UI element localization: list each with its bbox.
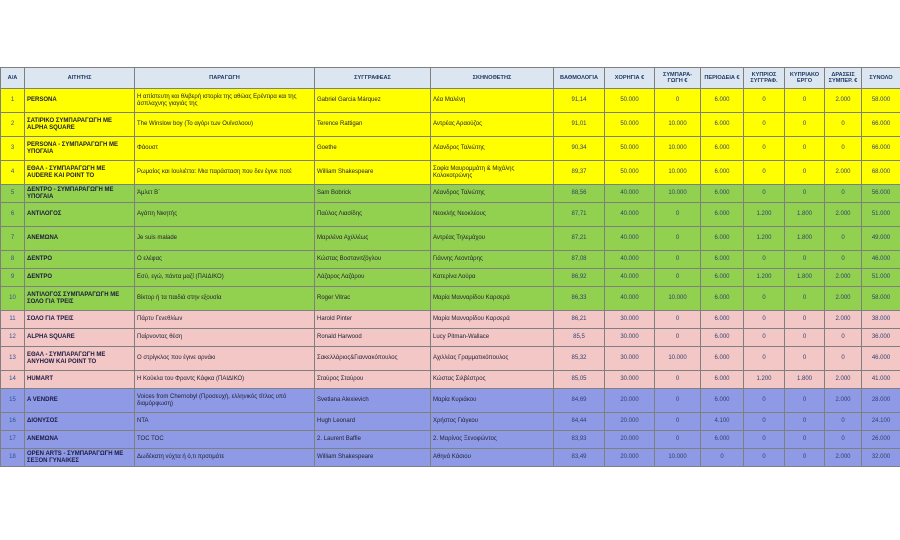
author-cell: Ronald Harwood	[315, 329, 431, 347]
row-number: 14	[1, 371, 25, 389]
coproduction-cell: 0	[655, 203, 701, 227]
table-row	[1, 89, 900, 113]
applicant-cell: ΕΘΑΛ - ΣΥΜΠΑΡΑΓΩΓΗ ΜΕ AUDERE ΚΑΙ POINT TO	[25, 161, 135, 185]
row-number: 7	[1, 227, 25, 251]
coproduction-cell: 10.000	[655, 161, 701, 185]
grant-cell: 50.000	[605, 137, 655, 161]
total-cell: 41.000	[862, 371, 900, 389]
grant-cell: 30.000	[605, 347, 655, 371]
total-cell: 38.000	[862, 311, 900, 329]
director-cell: Μαρία Μανναρίδου Καρσερά	[431, 311, 554, 329]
row-number: 2	[1, 113, 25, 137]
cypriot-work-cell: 1.800	[785, 203, 825, 227]
director-cell: Κατερίνα Λούρα	[431, 269, 554, 287]
actions-cell: 2.000	[825, 449, 862, 467]
coproduction-cell: 10.000	[655, 113, 701, 137]
actions-cell: 0	[825, 227, 862, 251]
table-row	[1, 161, 900, 185]
tour-cell: 6.000	[701, 287, 744, 311]
director-cell: Αντρέας Τηλεμάχου	[431, 227, 554, 251]
grant-cell: 40.000	[605, 269, 655, 287]
author-cell: Roger Vitrac	[315, 287, 431, 311]
coproduction-cell: 0	[655, 251, 701, 269]
applicant-cell: HUMART	[25, 371, 135, 389]
director-cell: Lucy Pitman-Wallace	[431, 329, 554, 347]
total-cell: 26.000	[862, 431, 900, 449]
coproduction-cell: 0	[655, 389, 701, 413]
table-row	[1, 203, 900, 227]
score-cell: 91,01	[554, 113, 605, 137]
coproduction-cell: 10.000	[655, 137, 701, 161]
tour-cell: 6.000	[701, 371, 744, 389]
row-number: 8	[1, 251, 25, 269]
actions-cell: 2.000	[825, 161, 862, 185]
coproduction-cell: 10.000	[655, 287, 701, 311]
score-cell: 83,93	[554, 431, 605, 449]
director-cell: Λέανδρος Ταλιώτης	[431, 185, 554, 203]
production-cell: ΝΤΑ	[135, 413, 315, 431]
row-number: 5	[1, 185, 25, 203]
table-row	[1, 431, 900, 449]
table-row	[1, 227, 900, 251]
cypriot-author-cell: 0	[744, 449, 785, 467]
grant-cell: 30.000	[605, 329, 655, 347]
cypriot-work-cell: 0	[785, 89, 825, 113]
grant-cell: 20.000	[605, 389, 655, 413]
coproduction-cell: 10.000	[655, 185, 701, 203]
table-row	[1, 449, 900, 467]
director-cell: Μαρία Μανναρίδου Καρσερά	[431, 287, 554, 311]
director-cell: Λέα Μαλένη	[431, 89, 554, 113]
actions-cell: 2.000	[825, 371, 862, 389]
total-cell: 24.100	[862, 413, 900, 431]
cypriot-author-cell: 0	[744, 185, 785, 203]
applicant-cell: ΑΝΤΙΛΟΓΟΣ ΣΥΜΠΑΡΑΓΩΓΗ ΜΕ ΣΟΛΟ ΓΙΑ ΤΡΕΙΣ	[25, 287, 135, 311]
grant-cell: 30.000	[605, 371, 655, 389]
score-cell: 91,14	[554, 89, 605, 113]
director-cell: Αχιλλέας Γραμματικόπουλος	[431, 347, 554, 371]
production-cell: Η απίστευτη και θλιβερή ιστορία της αθώας Ερέντιρα και της άσπλαχνης γιαγιάς της	[135, 89, 315, 113]
grant-cell: 40.000	[605, 227, 655, 251]
production-cell: Αγάπη Νικητής	[135, 203, 315, 227]
header-aa: Α/Α	[1, 68, 25, 89]
applicant-cell: ΔΕΝΤΡΟ	[25, 251, 135, 269]
total-cell: 56.000	[862, 185, 900, 203]
total-cell: 66.000	[862, 113, 900, 137]
grant-cell: 40.000	[605, 185, 655, 203]
total-cell: 58.000	[862, 89, 900, 113]
score-cell: 84,44	[554, 413, 605, 431]
cypriot-work-cell: 1.800	[785, 371, 825, 389]
tour-cell: 4.100	[701, 413, 744, 431]
tour-cell: 6.000	[701, 431, 744, 449]
production-cell: Φάουστ	[135, 137, 315, 161]
score-cell: 85,5	[554, 329, 605, 347]
grant-cell: 50.000	[605, 113, 655, 137]
score-cell: 87,71	[554, 203, 605, 227]
actions-cell: 0	[825, 347, 862, 371]
total-cell: 49.000	[862, 227, 900, 251]
cypriot-work-cell: 0	[785, 287, 825, 311]
total-cell: 32.000	[862, 449, 900, 467]
table-row	[1, 371, 900, 389]
actions-cell: 0	[825, 113, 862, 137]
score-cell: 88,56	[554, 185, 605, 203]
production-cell: TOC TOC	[135, 431, 315, 449]
director-cell: Λέανδρος Ταλιώτης	[431, 137, 554, 161]
cypriot-work-cell: 0	[785, 389, 825, 413]
grant-cell: 40.000	[605, 251, 655, 269]
row-number: 9	[1, 269, 25, 287]
author-cell: Harold Pinter	[315, 311, 431, 329]
coproduction-cell: 0	[655, 431, 701, 449]
production-cell: Voices from Chernobyl (Προσευχή, ελληνικός τίτλος υπό διαμόρφωση)	[135, 389, 315, 413]
grant-cell: 30.000	[605, 311, 655, 329]
cypriot-work-cell: 0	[785, 161, 825, 185]
score-cell: 89,37	[554, 161, 605, 185]
applicant-cell: ΑΝΕΜΩΝΑ	[25, 431, 135, 449]
applicant-cell: ΔΕΝΤΡΟ - ΣΥΜΠΑΡΑΓΩΓΗ ΜΕ ΥΠΟΓΑΙΑ	[25, 185, 135, 203]
author-cell: William Shakespeare	[315, 161, 431, 185]
coproduction-cell: 0	[655, 89, 701, 113]
director-cell: Γιάννης Λεοντάρης	[431, 251, 554, 269]
actions-cell: 0	[825, 251, 862, 269]
cypriot-work-cell: 0	[785, 449, 825, 467]
cypriot-author-cell: 0	[744, 89, 785, 113]
cypriot-author-cell: 1.200	[744, 203, 785, 227]
author-cell: Goethe	[315, 137, 431, 161]
production-cell: Πάρτυ Γενεθλίων	[135, 311, 315, 329]
cypriot-author-cell: 1.200	[744, 269, 785, 287]
applicant-cell: ΔΙΟΝΥΣΟΣ	[25, 413, 135, 431]
header-cypriot-work: ΚΥΠΡΙΑΚΟ ΕΡΓΟ	[785, 68, 825, 89]
author-cell: Λάζαρος Λαζάρου	[315, 269, 431, 287]
actions-cell: 0	[825, 137, 862, 161]
tour-cell: 6.000	[701, 227, 744, 251]
author-cell: 2. Laurent Baffie	[315, 431, 431, 449]
table-row	[1, 287, 900, 311]
applicant-cell: OPEN ARTS - ΣΥΜΠΑΡΑΓΩΓΗ ΜΕ ΣΕΞΟΝ ΓΥΝΑΙΚΕΣ	[25, 449, 135, 467]
production-cell: Βίκτορ ή τα παιδιά στην εξουσία	[135, 287, 315, 311]
row-number: 15	[1, 389, 25, 413]
header-coproduction: ΣΥΜΠΑΡΑ-ΓΩΓΗ €	[655, 68, 701, 89]
applicant-cell: PERSONA	[25, 89, 135, 113]
score-cell: 90,34	[554, 137, 605, 161]
production-cell: Η Κούκλα του Φραντς Κάφκα (ΠΑΙΔΙΚΟ)	[135, 371, 315, 389]
total-cell: 46.000	[862, 251, 900, 269]
cypriot-work-cell: 0	[785, 329, 825, 347]
cypriot-work-cell: 0	[785, 113, 825, 137]
cypriot-author-cell: 0	[744, 389, 785, 413]
score-cell: 86,92	[554, 269, 605, 287]
cypriot-work-cell: 0	[785, 185, 825, 203]
header-tour: ΠΕΡΙΟΔΕΙΑ €	[701, 68, 744, 89]
applicant-cell: ΣΑΤΙΡΙΚΟ ΣΥΜΠΑΡΑΓΩΓΗ ΜΕ ALPHA SQUARE	[25, 113, 135, 137]
director-cell: Αντρέας Αραούζος	[431, 113, 554, 137]
actions-cell: 0	[825, 431, 862, 449]
table-row	[1, 113, 900, 137]
director-cell: Χρήστος Γιάγκου	[431, 413, 554, 431]
header-author: ΣΥΓΓΡΑΦΕΑΣ	[315, 68, 431, 89]
tour-cell: 6.000	[701, 203, 744, 227]
cypriot-work-cell: 0	[785, 347, 825, 371]
header-director: ΣΚΗΝΟΘΕΤΗΣ	[431, 68, 554, 89]
coproduction-cell: 0	[655, 311, 701, 329]
actions-cell: 2.000	[825, 311, 862, 329]
grant-cell: 20.000	[605, 431, 655, 449]
header-actions: ΔΡΑΣΕΙΣ ΣΥΜΠΕΡ. €	[825, 68, 862, 89]
actions-cell: 2.000	[825, 389, 862, 413]
tour-cell: 6.000	[701, 329, 744, 347]
director-cell: Μαρία Κυριάκου	[431, 389, 554, 413]
table-row	[1, 251, 900, 269]
tour-cell: 6.000	[701, 89, 744, 113]
row-number: 17	[1, 431, 25, 449]
total-cell: 68.000	[862, 161, 900, 185]
coproduction-cell: 0	[655, 413, 701, 431]
tour-cell: 6.000	[701, 113, 744, 137]
actions-cell: 2.000	[825, 89, 862, 113]
coproduction-cell: 10.000	[655, 449, 701, 467]
cypriot-author-cell: 0	[744, 431, 785, 449]
actions-cell: 0	[825, 185, 862, 203]
table-row	[1, 269, 900, 287]
tour-cell: 6.000	[701, 347, 744, 371]
table-row	[1, 413, 900, 431]
header-total: ΣΥΝΟΛΟ	[862, 68, 900, 89]
actions-cell: 2.000	[825, 203, 862, 227]
total-cell: 51.000	[862, 203, 900, 227]
author-cell: Terence Rattigan	[315, 113, 431, 137]
table-row	[1, 389, 900, 413]
actions-cell: 0	[825, 413, 862, 431]
header-applicant: ΑΙΤΗΤΗΣ	[25, 68, 135, 89]
tour-cell: 6.000	[701, 185, 744, 203]
director-cell: 2. Μαρίνος Ξενοφώντος	[431, 431, 554, 449]
table-row	[1, 137, 900, 161]
score-cell: 85,32	[554, 347, 605, 371]
score-cell: 87,21	[554, 227, 605, 251]
row-number: 10	[1, 287, 25, 311]
cypriot-work-cell: 0	[785, 413, 825, 431]
header-row	[1, 68, 900, 89]
applicant-cell: ΑΝΤΙΛΟΓΟΣ	[25, 203, 135, 227]
grant-results-table	[0, 67, 900, 467]
author-cell: Μαριλένα Αχιλλέως	[315, 227, 431, 251]
tour-cell: 6.000	[701, 251, 744, 269]
production-cell: Ο στρίγκλος που έγινε αρνάκι	[135, 347, 315, 371]
applicant-cell: ΑΝΕΜΩΝΑ	[25, 227, 135, 251]
total-cell: 46.000	[862, 347, 900, 371]
grant-cell: 50.000	[605, 161, 655, 185]
score-cell: 85,05	[554, 371, 605, 389]
actions-cell: 0	[825, 329, 862, 347]
tour-cell: 6.000	[701, 311, 744, 329]
tour-cell: 6.000	[701, 137, 744, 161]
coproduction-cell: 0	[655, 371, 701, 389]
applicant-cell: ΕΘΑΛ - ΣΥΜΠΑΡΑΓΩΓΗ ΜΕ ANYHOW ΚΑΙ POINT TO	[25, 347, 135, 371]
cypriot-author-cell: 0	[744, 137, 785, 161]
author-cell: William Shakespeare	[315, 449, 431, 467]
cypriot-work-cell: 0	[785, 137, 825, 161]
grant-cell: 20.000	[605, 449, 655, 467]
row-number: 1	[1, 89, 25, 113]
row-number: 3	[1, 137, 25, 161]
cypriot-author-cell: 0	[744, 329, 785, 347]
grant-cell: 40.000	[605, 287, 655, 311]
row-number: 12	[1, 329, 25, 347]
cypriot-author-cell: 0	[744, 113, 785, 137]
coproduction-cell: 10.000	[655, 347, 701, 371]
cypriot-author-cell: 0	[744, 161, 785, 185]
total-cell: 36.000	[862, 329, 900, 347]
coproduction-cell: 0	[655, 329, 701, 347]
director-cell: Νεοκλής Νεοκλέους	[431, 203, 554, 227]
production-cell: Παίρνοντας θέση	[135, 329, 315, 347]
row-number: 13	[1, 347, 25, 371]
grant-cell: 40.000	[605, 203, 655, 227]
author-cell: Sam Bobrick	[315, 185, 431, 203]
production-cell: Ο ελέφας	[135, 251, 315, 269]
applicant-cell: ΔΕΝΤΡΟ	[25, 269, 135, 287]
cypriot-work-cell: 0	[785, 251, 825, 269]
tour-cell: 6.000	[701, 161, 744, 185]
cypriot-work-cell: 1.800	[785, 227, 825, 251]
actions-cell: 2.000	[825, 287, 862, 311]
score-cell: 87,08	[554, 251, 605, 269]
applicant-cell: PERSONA - ΣΥΜΠΑΡΑΓΩΓΗ ΜΕ ΥΠΟΓΑΙΑ	[25, 137, 135, 161]
score-cell: 86,21	[554, 311, 605, 329]
author-cell: Παύλος Λιασίδης	[315, 203, 431, 227]
production-cell: Je suis malade	[135, 227, 315, 251]
row-number: 11	[1, 311, 25, 329]
row-number: 6	[1, 203, 25, 227]
table-row	[1, 329, 900, 347]
score-cell: 86,33	[554, 287, 605, 311]
cypriot-author-cell: 1.200	[744, 227, 785, 251]
applicant-cell: ALPHA SQUARE	[25, 329, 135, 347]
production-cell: Ρωμαίος και Ιουλιέττα: Μια παράσταση που δεν έγινε ποτέ	[135, 161, 315, 185]
director-cell: Κώστας Σιλβέστρος	[431, 371, 554, 389]
header-cypriot-author: ΚΥΠΡΙΟΣ ΣΥΓΓΡΑΦ.	[744, 68, 785, 89]
tour-cell: 0	[701, 449, 744, 467]
table-row	[1, 185, 900, 203]
coproduction-cell: 0	[655, 227, 701, 251]
row-number: 4	[1, 161, 25, 185]
author-cell: Σταύρος Σταύρου	[315, 371, 431, 389]
cypriot-author-cell: 0	[744, 251, 785, 269]
table-row	[1, 347, 900, 371]
author-cell: Κώστας Βοστανιτζόγλου	[315, 251, 431, 269]
cypriot-work-cell: 0	[785, 431, 825, 449]
author-cell: Svetlana Alexievich	[315, 389, 431, 413]
production-cell: Εσύ, εγώ, πάντα μαζί (ΠΑΙΔΙΚΟ)	[135, 269, 315, 287]
grant-cell: 20.000	[605, 413, 655, 431]
author-cell: Hugh Leonard	[315, 413, 431, 431]
author-cell: Gabriel Garcia Márquez	[315, 89, 431, 113]
cypriot-work-cell: 0	[785, 311, 825, 329]
header-score: ΒΑΘΜΟΛΟΓΙΑ	[554, 68, 605, 89]
director-cell: Αθηνά Κάσιου	[431, 449, 554, 467]
cypriot-work-cell: 1.800	[785, 269, 825, 287]
production-cell: Δωδέκατη νύχτα ή ό,τι προτιμάτε	[135, 449, 315, 467]
director-cell: Σοφία Μαυρομμάτη & Μιχάλης Κολοκοτρώνης	[431, 161, 554, 185]
author-cell: Σακελλάριος&Γιανvακόπουλος	[315, 347, 431, 371]
cypriot-author-cell: 0	[744, 287, 785, 311]
production-cell: The Winslow boy (Το αγόρι των Ουίνσλοου)	[135, 113, 315, 137]
score-cell: 83,49	[554, 449, 605, 467]
total-cell: 58.000	[862, 287, 900, 311]
actions-cell: 2.000	[825, 269, 862, 287]
coproduction-cell: 0	[655, 269, 701, 287]
applicant-cell: ΣΟΛΟ ΓΙΑ ΤΡΕΙΣ	[25, 311, 135, 329]
applicant-cell: A VENDRE	[25, 389, 135, 413]
total-cell: 28.000	[862, 389, 900, 413]
score-cell: 84,69	[554, 389, 605, 413]
row-number: 16	[1, 413, 25, 431]
production-cell: Άμλετ Β΄	[135, 185, 315, 203]
header-production: ΠΑΡΑΓΩΓΗ	[135, 68, 315, 89]
cypriot-author-cell: 1.200	[744, 371, 785, 389]
header-grant: ΧΟΡΗΓΙΑ €	[605, 68, 655, 89]
total-cell: 66.000	[862, 137, 900, 161]
grant-cell: 50.000	[605, 89, 655, 113]
tour-cell: 6.000	[701, 389, 744, 413]
table-row	[1, 311, 900, 329]
total-cell: 51.000	[862, 269, 900, 287]
cypriot-author-cell: 0	[744, 347, 785, 371]
cypriot-author-cell: 0	[744, 311, 785, 329]
tour-cell: 6.000	[701, 269, 744, 287]
cypriot-author-cell: 0	[744, 413, 785, 431]
row-number: 18	[1, 449, 25, 467]
